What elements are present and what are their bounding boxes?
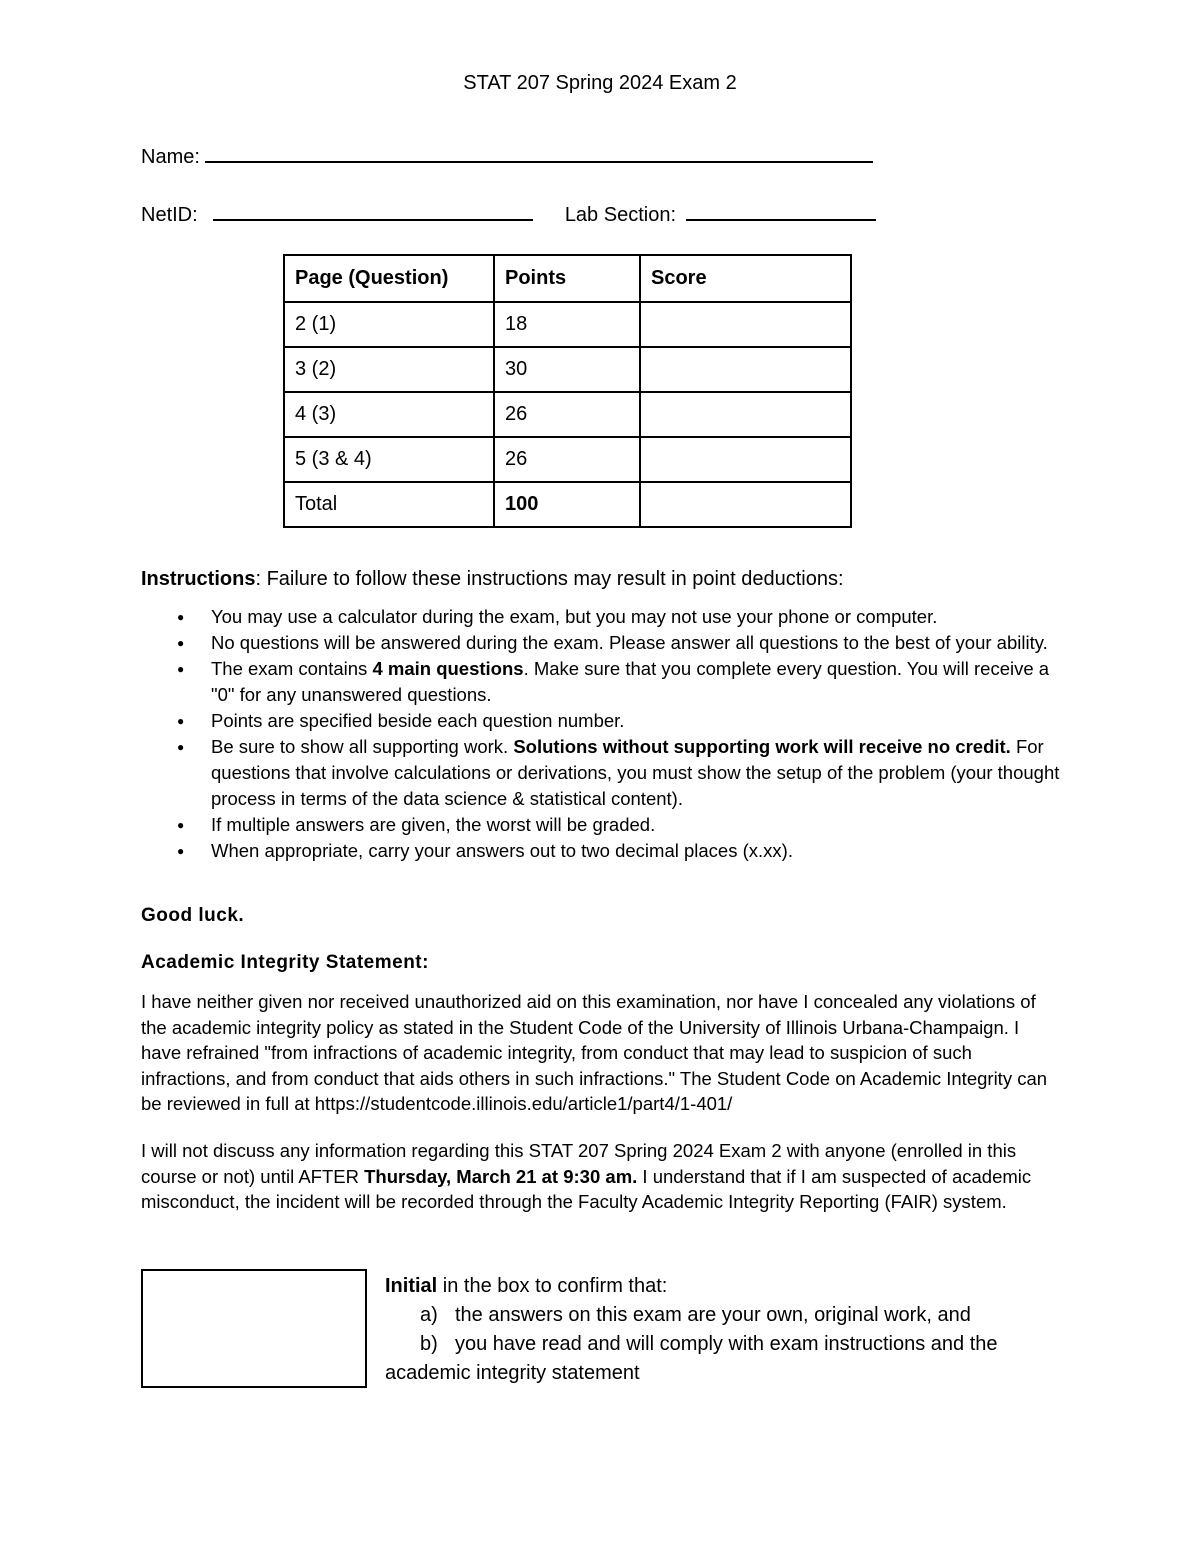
cell-score[interactable]: [640, 437, 851, 482]
list-item: [141, 656, 1061, 708]
list-item: ● Points are specified beside each question number.: [141, 708, 1061, 734]
header-score: Score: [640, 255, 851, 302]
integrity-heading: Academic Integrity Statement:: [141, 952, 429, 973]
list-item: ● You may use a calculator during the exam, but you may not use your phone or computer.: [141, 604, 1061, 630]
cell-page: 5 (3 & 4): [284, 437, 494, 482]
cell-total-label: Total: [284, 482, 494, 527]
name-blank[interactable]: [205, 143, 873, 163]
page-title: STAT 207 Spring 2024 Exam 2: [463, 72, 737, 94]
table-row: [284, 347, 851, 392]
instructions-intro: : Failure to follow these instructions may result in point deductions:: [255, 568, 844, 590]
cell-score[interactable]: [640, 347, 851, 392]
list-item-text: For questions that involve calculations or derivations, you must show the setup of the problem (your thought process in terms of the data science & statistical content).: [211, 736, 1060, 809]
initial-item-a-text: the answers on this exam are your own, original work, and: [455, 1304, 971, 1326]
score-table: [283, 254, 852, 528]
instructions-list: [141, 604, 1061, 864]
cell-total-score[interactable]: [640, 482, 851, 527]
good-luck-text: Good luck.: [141, 905, 245, 926]
cell-total-points: 100: [494, 482, 640, 527]
cell-points: 26: [494, 437, 640, 482]
table-total-row: [284, 482, 851, 527]
cell-page: 2 (1): [284, 302, 494, 347]
initial-label: Initial: [385, 1275, 438, 1297]
list-item: ● When appropriate, carry your answers out to two decimal places (x.xx).: [141, 838, 1061, 864]
initial-item-a: [385, 1301, 1065, 1330]
cell-points: 18: [494, 302, 640, 347]
initial-item-b-text: you have read and will comply with exam instructions and the academic integrity statement: [385, 1333, 998, 1384]
cell-score[interactable]: [640, 302, 851, 347]
initial-intro-line: [385, 1272, 1065, 1301]
cell-score[interactable]: [640, 392, 851, 437]
cell-points: 26: [494, 392, 640, 437]
lab-section-label: Lab Section:: [564, 204, 677, 226]
header-page: Page (Question): [284, 255, 494, 302]
list-item-text: The exam contains: [211, 658, 373, 679]
initial-item-a-label: a): [420, 1304, 438, 1326]
initial-item-b-label: b): [420, 1333, 438, 1355]
initial-box[interactable]: [141, 1269, 367, 1388]
netid-blank[interactable]: [213, 201, 533, 221]
cell-points: 30: [494, 347, 640, 392]
initial-intro: in the box to confirm that:: [437, 1275, 668, 1297]
list-item: ● No questions will be answered during the exam. Please answer all questions to the best of your ability.: [141, 630, 1061, 656]
cell-page: 4 (3): [284, 392, 494, 437]
initial-item-b: [385, 1330, 1065, 1388]
integrity-paragraph-1: I have neither given nor received unauthorized aid on this examination, nor have I concealed any violations of the academic integrity policy as stated in the Student Code of the University of Illinois Urbana-Champaign. I have refrained "from infractions of academic integrity, from conduct that may lead to suspicion of such infractions, and from conduct that aids others in such infractions." The Student Code on Academic Integrity can be reviewed in full at https://studentcode.illinois.edu/article1/part4/1-401/: [141, 991, 1048, 1114]
initial-instructions: [385, 1272, 1065, 1388]
header-points: Points: [494, 255, 640, 302]
lab-section-blank[interactable]: [686, 201, 876, 221]
list-item: [141, 734, 1061, 812]
table-header-row: [284, 255, 851, 302]
instructions-label: Instructions: [141, 568, 256, 590]
list-item-text: Be sure to show all supporting work.: [211, 736, 514, 757]
list-item-text: . Make sure that you complete every question. You will receive a "0" for any unanswered questions.: [211, 658, 1050, 705]
list-item: ● If multiple answers are given, the worst will be graded.: [141, 812, 1061, 838]
instructions-heading: [141, 568, 844, 591]
netid-label: NetID:: [141, 204, 198, 226]
list-item-emphasis: Solutions without supporting work will receive no credit.: [513, 736, 1011, 757]
table-row: [284, 437, 851, 482]
integrity-text: I understand that if I am suspected of academic misconduct, the incident will be recorded through the Faculty Academic Integrity Reporting (FAIR) system.: [141, 1165, 1032, 1212]
list-item-emphasis: 4 main questions: [372, 658, 524, 679]
cell-page: 3 (2): [284, 347, 494, 392]
netid-row: [141, 201, 876, 227]
name-label: Name:: [141, 146, 200, 168]
deadline-text: Thursday, March 21 at 9:30 am.: [364, 1165, 638, 1187]
integrity-text: I will not discuss any information regarding this STAT 207 Spring 2024 Exam 2 with anyone (enrolled in this course or not) until AFTER: [141, 1140, 1017, 1187]
name-row: [141, 143, 873, 169]
integrity-paragraph-2: [141, 1138, 1061, 1215]
table-row: [284, 302, 851, 347]
table-row: [284, 392, 851, 437]
